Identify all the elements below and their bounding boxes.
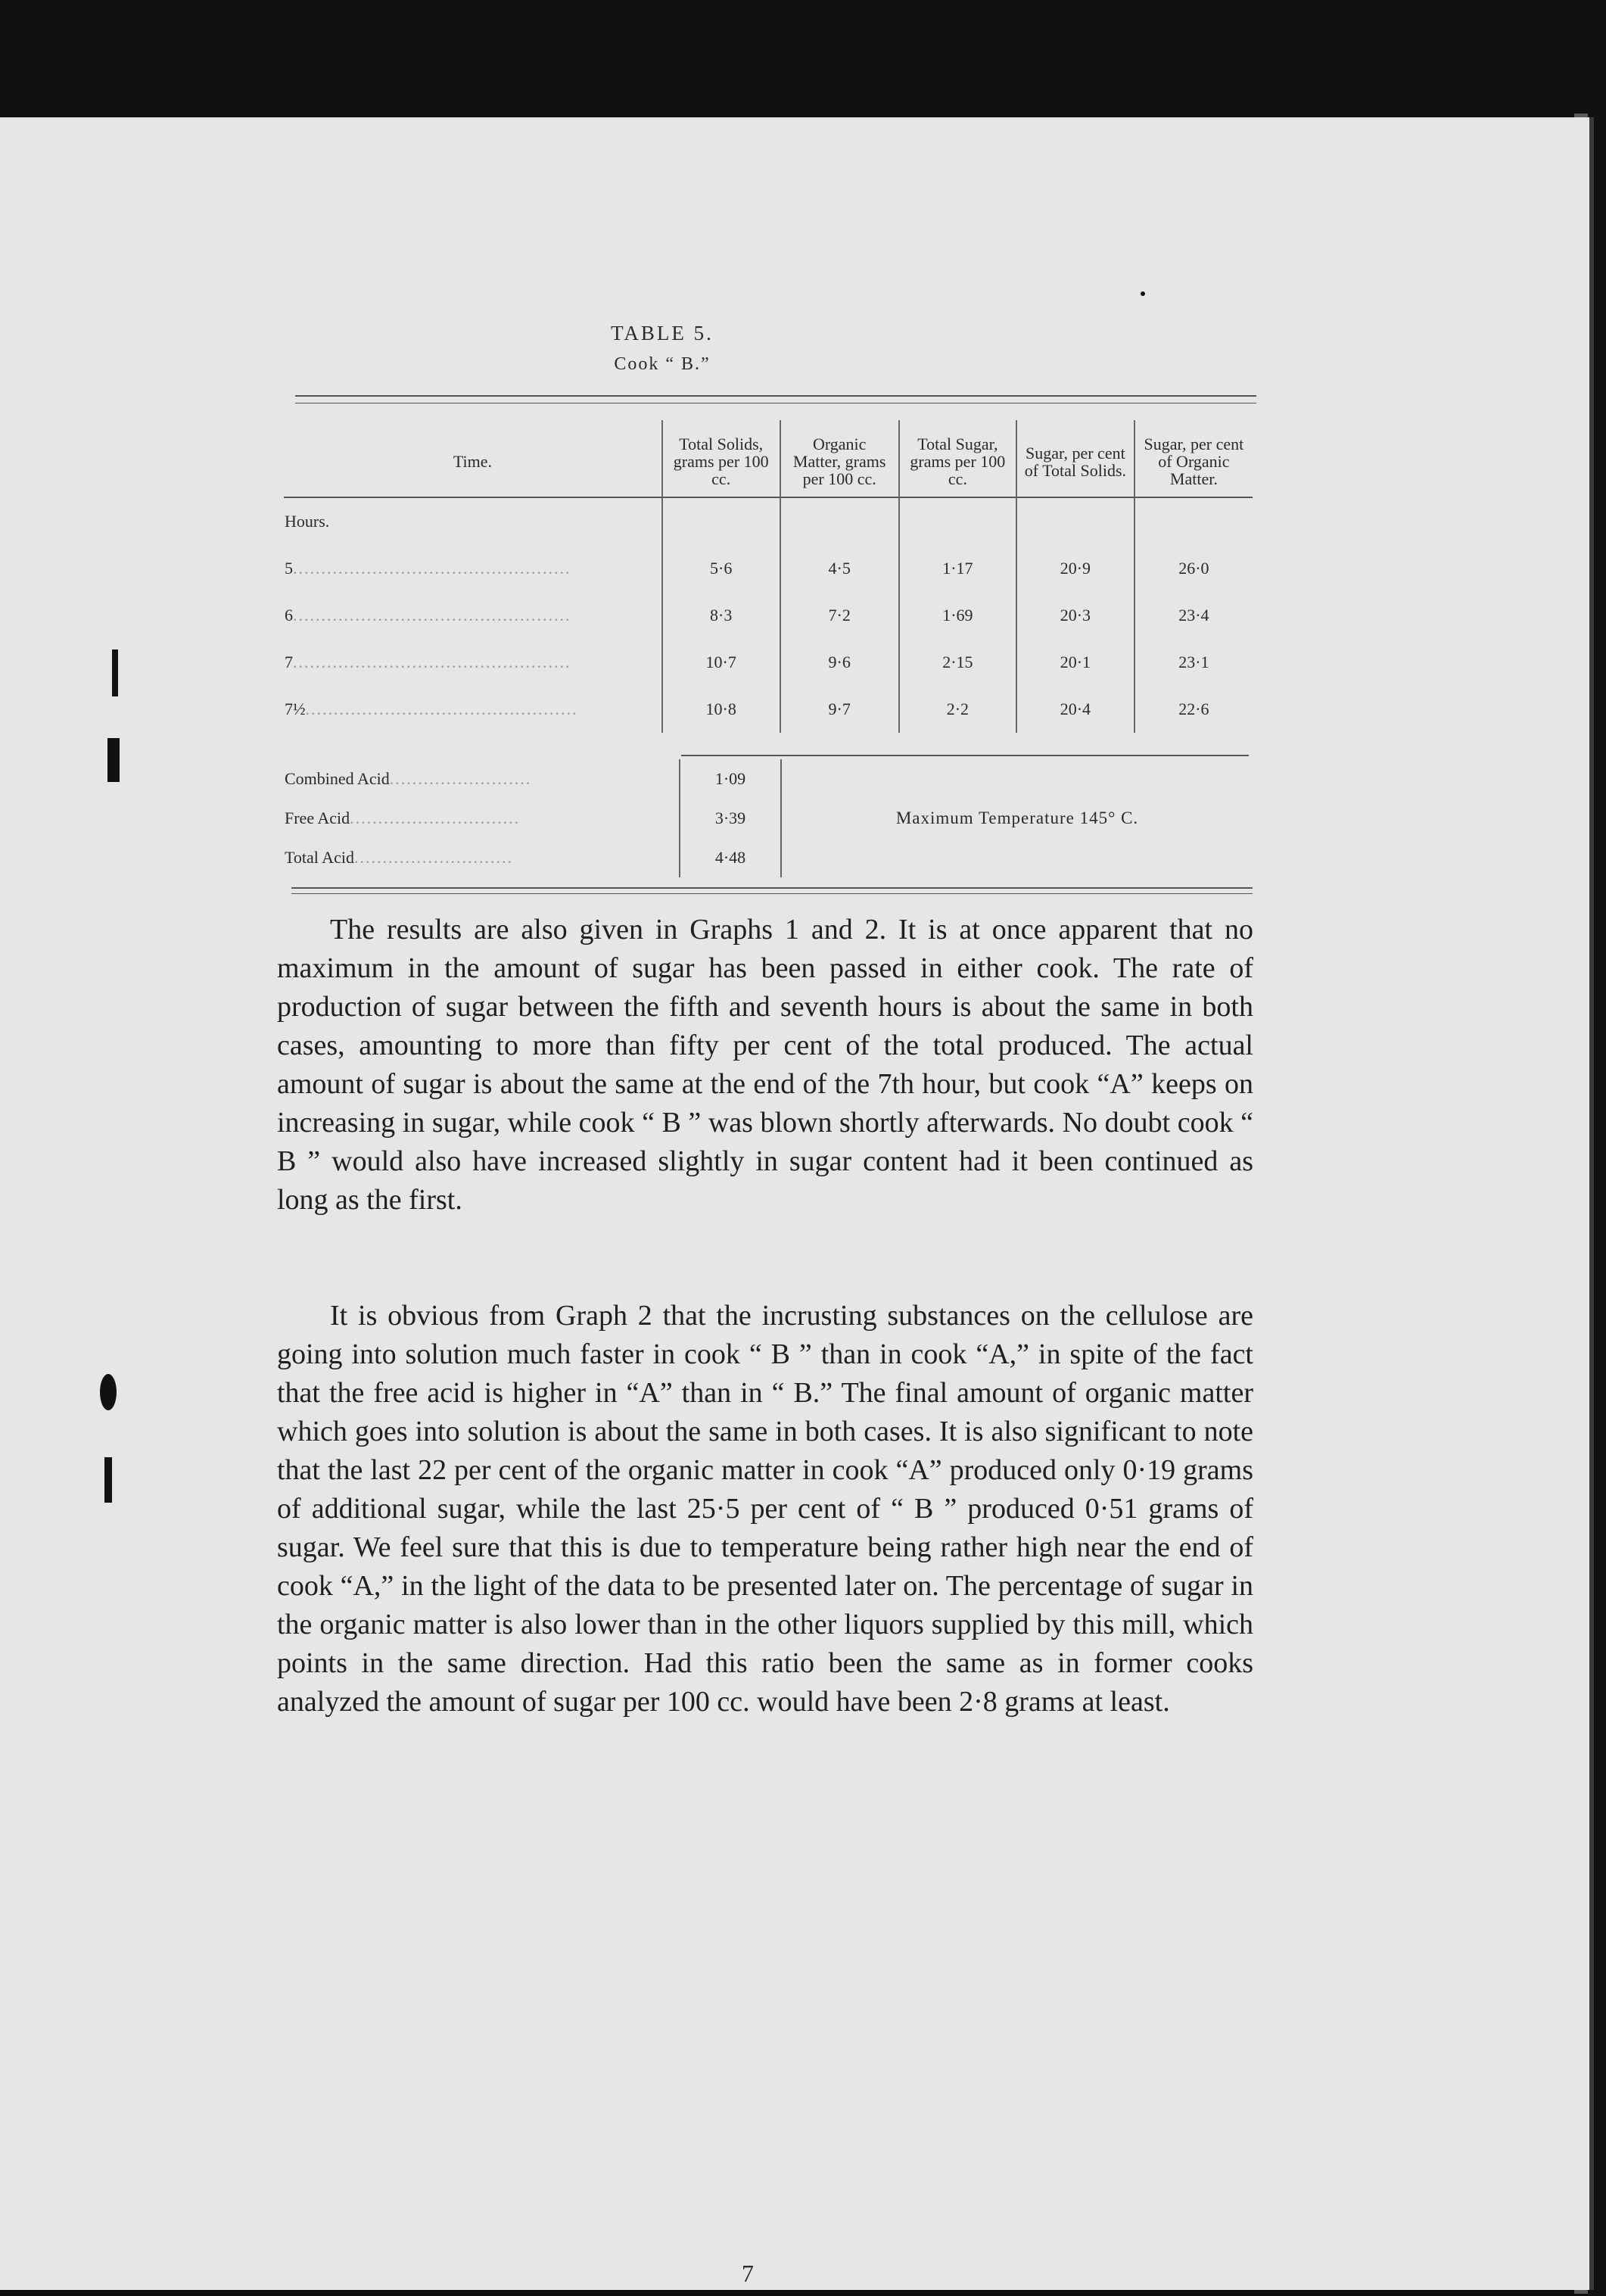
cell: 2·2 (899, 686, 1016, 733)
scan-speck (1141, 291, 1145, 296)
cell: 9·6 (780, 639, 899, 686)
time-header: Time. (453, 452, 492, 472)
table-row (284, 545, 1253, 592)
column-header: Total Solids, grams per 100 cc. (662, 420, 780, 497)
data-table (284, 420, 1253, 733)
dot-leader: ................................................. (293, 606, 571, 625)
page-number: 7 (742, 2260, 754, 2287)
acid-value: 4·48 (680, 838, 781, 877)
acid-label: Total Acid (285, 848, 354, 867)
acid-row (284, 759, 1253, 799)
cell: 5·6 (662, 545, 780, 592)
cell: 9·7 (780, 686, 899, 733)
table-subtitle: Cook “ B.” (614, 354, 711, 374)
cell: 10·8 (662, 686, 780, 733)
cell: 2·15 (899, 639, 1016, 686)
cell: 23·1 (1134, 639, 1253, 686)
cell: 26·0 (1134, 545, 1253, 592)
cell: 20·4 (1016, 686, 1134, 733)
dot-leader: ......................... (389, 769, 532, 788)
paragraph-text: It is obvious from Graph 2 that the incrusting substances on the cellulose are going into solution much faster in cook “ B ” than in cook “A,” in spite of the fact that the free acid is higher in “A” than in “ B.” The final amount of organic matter which goes into solution is about the same in both cases. It is also significant to note that the last 22 per cent of the organic matter in cook “A” produced only 0·19 grams of additional sugar, while the last 25·5 per cent of “ B ” produced 0·51 grams of sugar. We feel sure that this is due to temperature being rather high near the end of cook “A,” in the light of the data to be presented later on. The percentage of sugar in the organic matter is also lower than in the other liquors supplied by this mill, which points in the same direction. Had this ratio been the same as in former cooks analyzed the amount of sugar per 100 cc. would have been 2·8 grams at least. (277, 1300, 1253, 1718)
table-row (284, 592, 1253, 639)
row-time: 5 (285, 559, 293, 578)
table-top-rule (295, 395, 1256, 397)
column-header: Organic Matter, grams per 100 cc. (780, 420, 899, 497)
acid-label: Free Acid (285, 808, 350, 827)
binding-mark (107, 738, 120, 782)
dot-leader: ................................................. (293, 559, 571, 578)
table-mid-rule (681, 755, 1249, 756)
cell: 1·17 (899, 545, 1016, 592)
acid-value: 3·39 (680, 799, 781, 838)
hours-label: Hours. (284, 497, 662, 545)
body-paragraph (277, 1297, 1253, 1721)
dot-leader: ................................................ (305, 699, 578, 719)
cell: 1·69 (899, 592, 1016, 639)
paragraph-text: The results are also given in Graphs 1 and 2. It is at once apparent that no maximum in the amount of sugar has been passed in either cook. The rate of production of sugar between the fifth and seventh hours is about the same in both cases, amounting to more than fifty per cent of the total produced. The actual amount of sugar is about the same at the end of the 7th hour, but cook “A” keeps on increasing in sugar, while cook “ B ” was blown shortly afterwards. No doubt cook “ B ” would also have increased slightly in sugar content had it been continued as long as the first. (277, 914, 1253, 1216)
column-header: Sugar, per cent of Organic Matter. (1134, 420, 1253, 497)
table-row (284, 686, 1253, 733)
column-header: Total Sugar, grams per 100 cc. (899, 420, 1016, 497)
cell: 23·4 (1134, 592, 1253, 639)
binding-mark (112, 650, 118, 696)
dot-leader: ............................ (353, 848, 513, 867)
cell: 20·3 (1016, 592, 1134, 639)
table-bottom-rule-2 (291, 893, 1253, 894)
row-time: 6 (285, 606, 293, 625)
acid-label: Combined Acid (285, 769, 390, 788)
row-time: 7 (285, 653, 293, 672)
max-temperature-note: Maximum Temperature 145° C. (781, 759, 1253, 877)
binding-mark (100, 1374, 117, 1410)
cell: 20·9 (1016, 545, 1134, 592)
column-header: Sugar, per cent of Total Solids. (1016, 420, 1134, 497)
row-time: 7½ (285, 699, 306, 719)
cell: 8·3 (662, 592, 780, 639)
binding-mark (104, 1457, 112, 1503)
table-bottom-rule (291, 887, 1253, 889)
acid-value: 1·09 (680, 759, 781, 799)
cell: 10·7 (662, 639, 780, 686)
table-row (284, 639, 1253, 686)
body-paragraph (277, 911, 1253, 1220)
cell: 7·2 (780, 592, 899, 639)
dot-leader: .............................. (350, 808, 521, 827)
acid-table (284, 759, 1253, 877)
table-title: TABLE 5. (611, 322, 714, 344)
cell: 20·1 (1016, 639, 1134, 686)
dot-leader: ................................................. (293, 653, 571, 672)
cell: 4·5 (780, 545, 899, 592)
cell: 22·6 (1134, 686, 1253, 733)
